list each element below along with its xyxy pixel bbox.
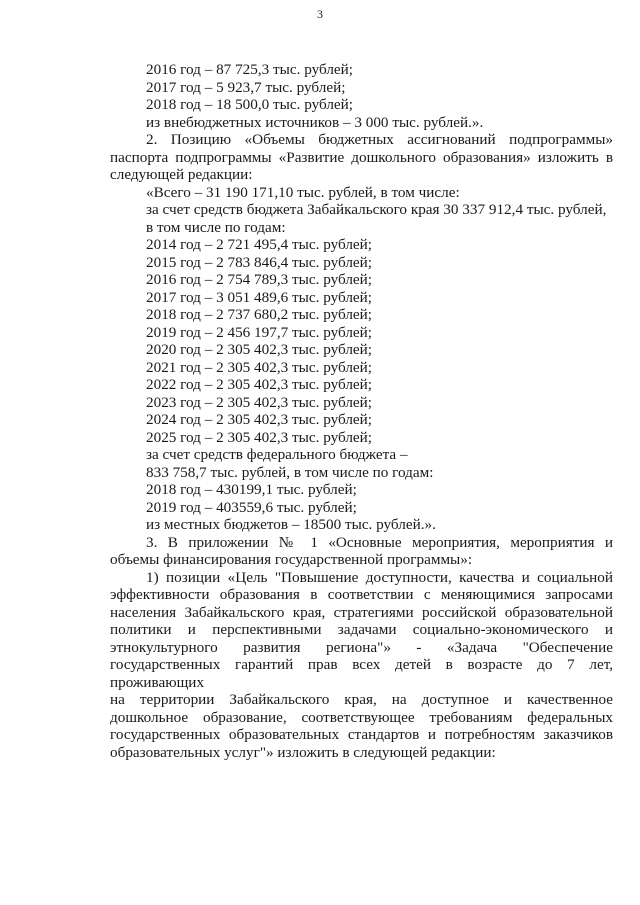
text-line: 2017 год – 5 923,7 тыс. рублей; (146, 78, 346, 96)
text-line: 2018 год – 2 737 680,2 тыс. рублей; (146, 306, 373, 323)
text-line: 2024 год – 2 305 402,3 тыс. рублей; (146, 411, 373, 428)
text-line: 2025 год – 2 305 402,3 тыс. рублей; (146, 428, 373, 446)
text-line: политики и перспективными задачами социально-экономического и (110, 621, 613, 638)
text-line: 2016 год – 87 725,3 тыс. рублей; (146, 61, 354, 78)
text-line: 2. Позицию «Объемы бюджетных ассигнований подпрограммы» (146, 131, 613, 148)
text-line: 2019 год – 403559,6 тыс. рублей; (146, 498, 357, 516)
text-line: 2018 год – 18 500,0 тыс. рублей; (146, 96, 354, 113)
text-line: 2014 год – 2 721 495,4 тыс. рублей; (146, 236, 373, 253)
text-line: на территории Забайкальского края, на доступное и качественное (110, 691, 613, 708)
text-line: 833 758,7 тыс. рублей, в том числе по годам: (146, 463, 434, 481)
text-line: «Всего – 31 190 171,10 тыс. рублей, в том числе: (146, 183, 460, 201)
text-line: 2022 год – 2 305 402,3 тыс. рублей; (146, 376, 373, 393)
text-line: паспорта подпрограммы «Развитие дошкольного образования» изложить в (110, 148, 613, 166)
text-line: населения Забайкальского края, стратегиями российской образовательной (110, 603, 613, 621)
text-line: за счет средств бюджета Забайкальского края 30 337 912,4 тыс. рублей, (146, 201, 607, 218)
text-line: 2020 год – 2 305 402,3 тыс. рублей; (146, 341, 373, 358)
text-line: эффективности образования в соответствии с меняющимися запросами (110, 586, 613, 603)
text-line: из внебюджетных источников – 3 000 тыс. рублей.». (146, 113, 484, 131)
text-line: 2018 год – 430199,1 тыс. рублей; (146, 481, 357, 498)
text-line: 2016 год – 2 754 789,3 тыс. рублей; (146, 271, 373, 288)
text-line: 2015 год – 2 783 846,4 тыс. рублей; (146, 253, 373, 271)
page-number: 3 (317, 7, 323, 21)
text-line: 2019 год – 2 456 197,7 тыс. рублей; (146, 323, 373, 341)
text-line: следующей редакции: (110, 166, 253, 183)
text-line: этнокультурного развития региона"» - «Задача "Обеспечение (110, 638, 613, 656)
document-body (110, 61, 613, 761)
text-line: 3. В приложении № 1 «Основные мероприятия, мероприятия и (146, 533, 613, 551)
text-line: 2021 год – 2 305 402,3 тыс. рублей; (146, 358, 373, 376)
text-line: объемы финансирования государственной программы»: (110, 551, 473, 568)
text-line: образовательных услуг"» изложить в следующей редакции: (110, 743, 496, 761)
text-line: дошкольное образование, соответствующее требованиям федеральных (110, 708, 613, 726)
text-line: 1) позиции «Цель "Повышение доступности, качества и социальной (146, 568, 613, 586)
text-line: из местных бюджетов – 18500 тыс. рублей.». (146, 516, 436, 533)
text-line: государственных гарантий прав всех детей в возрасте до 7 лет, проживающих (110, 656, 613, 691)
text-line: государственных образовательных стандартов и потребностям заказчиков (110, 726, 613, 743)
text-line: 2023 год – 2 305 402,3 тыс. рублей; (146, 393, 373, 411)
text-line: 2017 год – 3 051 489,6 тыс. рублей; (146, 288, 373, 306)
text-line: за счет средств федерального бюджета – (146, 446, 408, 463)
text-line: в том числе по годам: (146, 218, 286, 236)
